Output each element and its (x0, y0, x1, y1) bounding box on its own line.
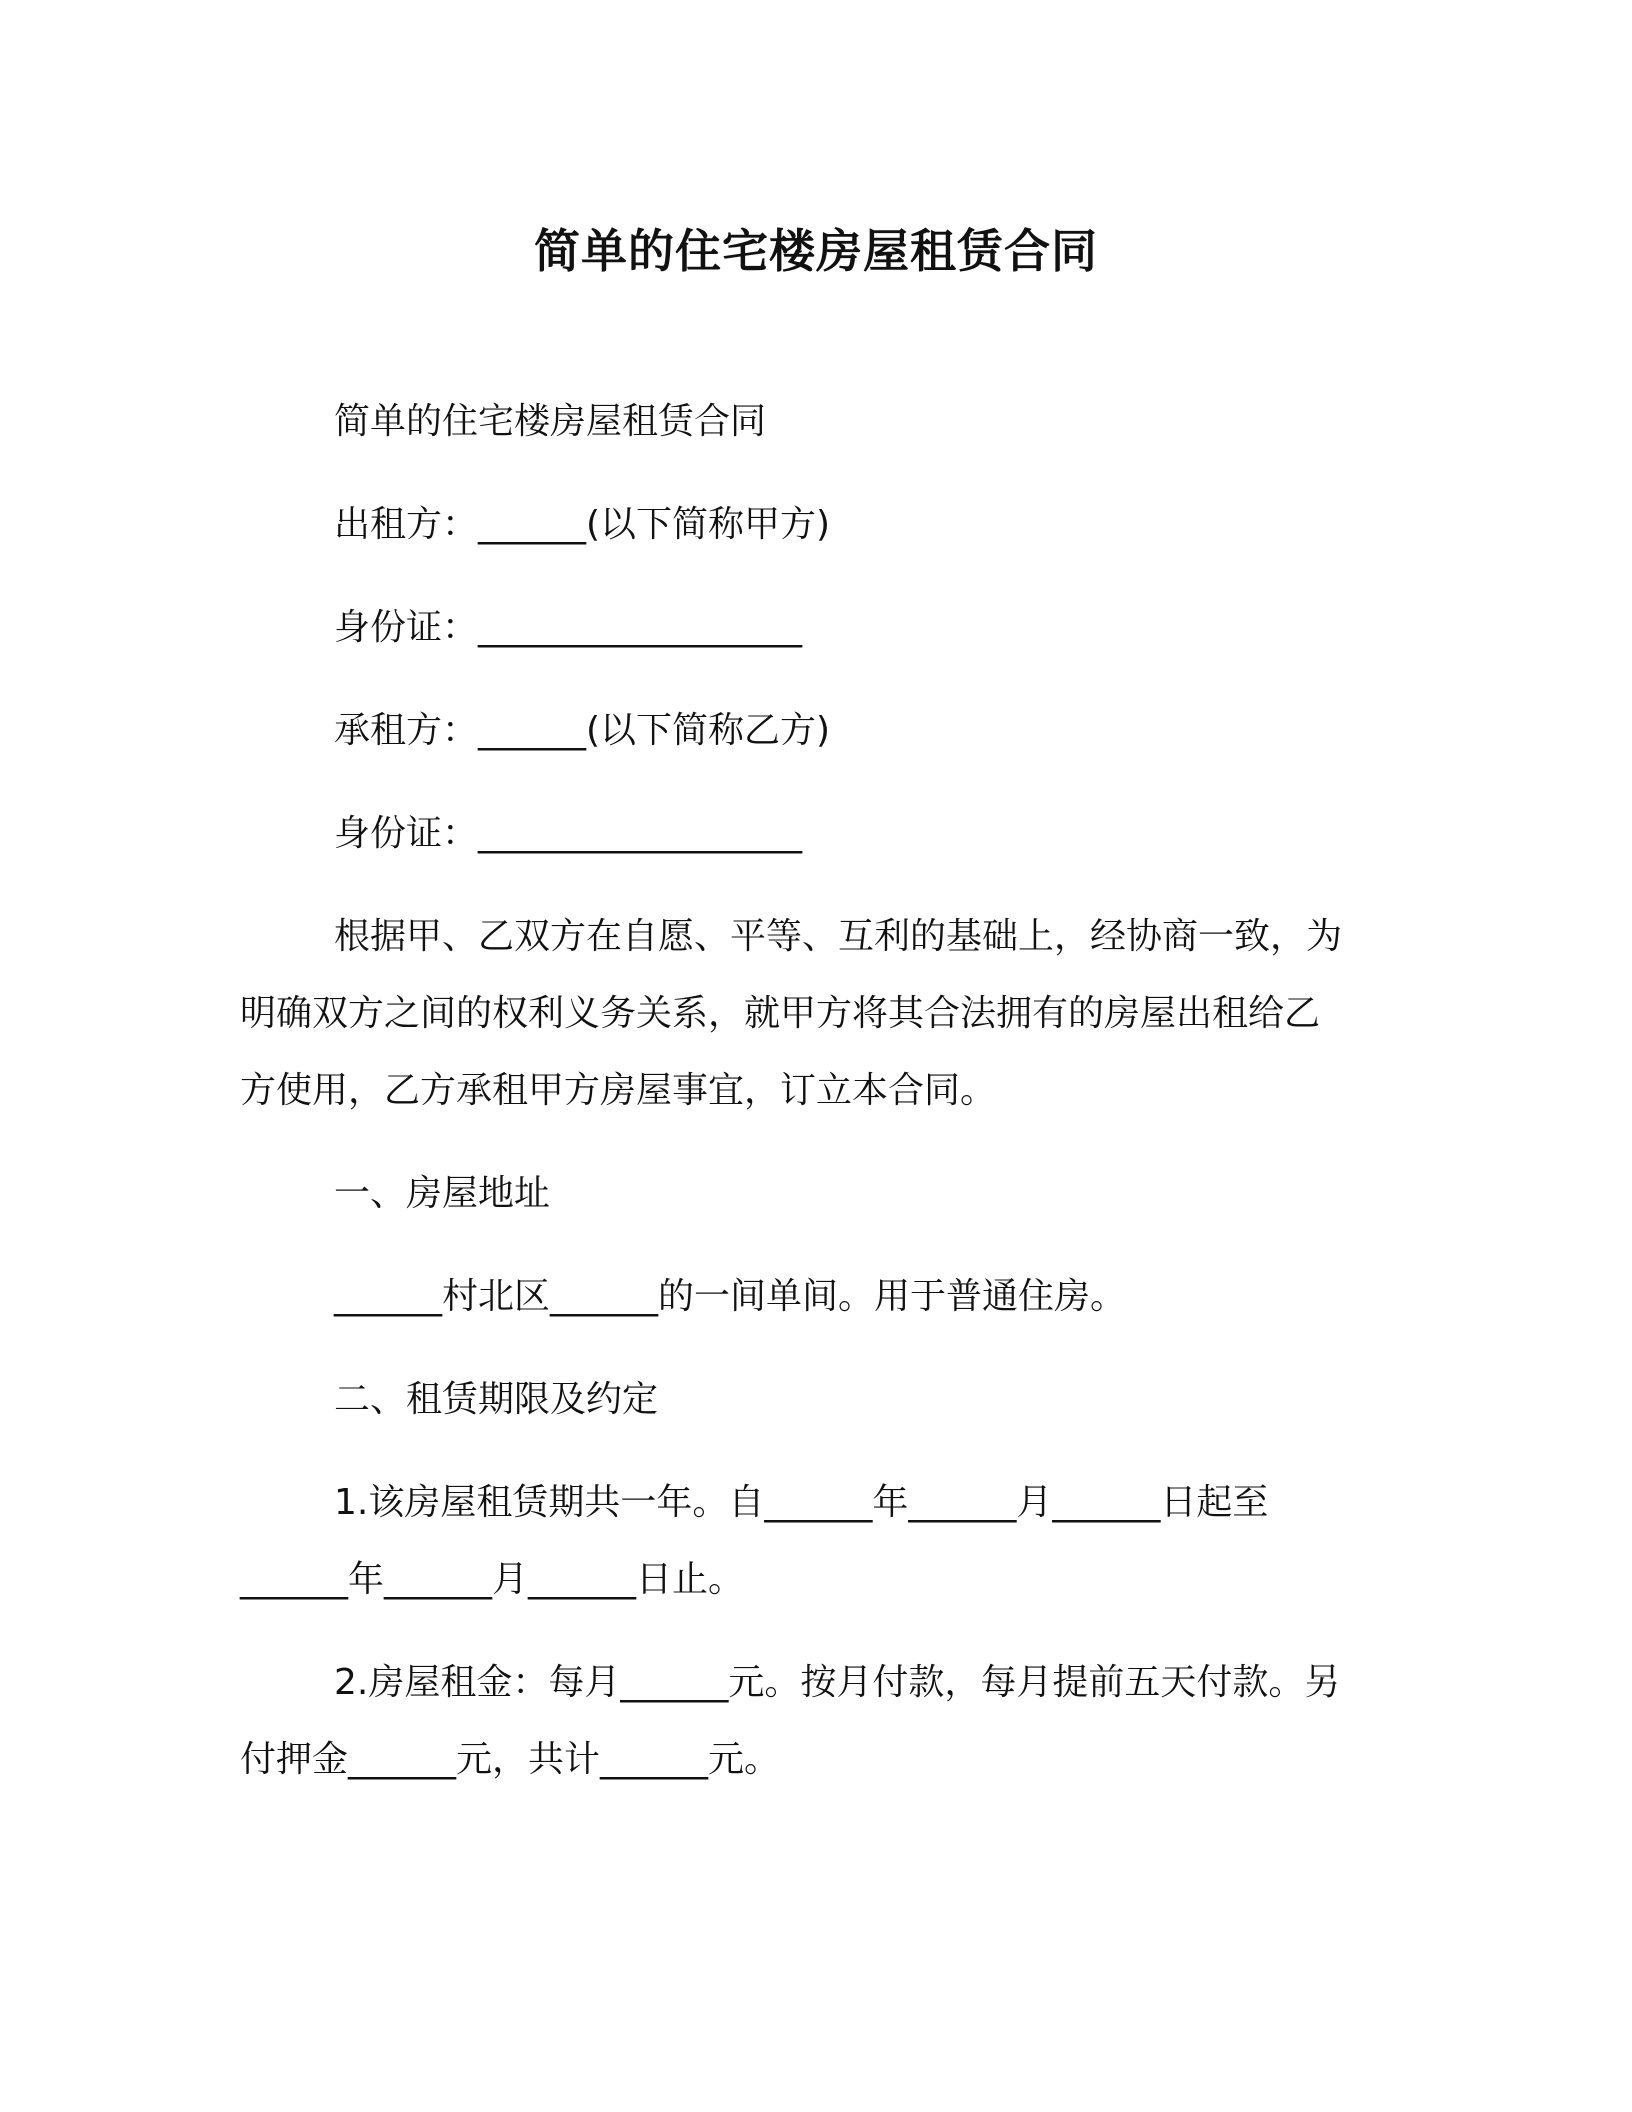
preamble-line-1: 根据甲、乙双方在自愿、平等、互利的基础上，经协商一致，为 (334, 916, 1343, 957)
rent-line-1: 2.房屋租金：每月______元。按月付款，每月提前五天付款。另 (334, 1662, 1341, 1703)
preamble-line-3: 方使用，乙方承租甲方房屋事宜，订立本合同。 (240, 1070, 997, 1111)
document-title: 简单的住宅楼房屋租赁合同 (534, 224, 1098, 278)
section-1-heading: 一、房屋地址 (334, 1173, 551, 1214)
term-line-2: ______年______月______日止。 (240, 1559, 745, 1600)
lessee-id-line: 身份证：__________________ (334, 813, 803, 854)
section-2-heading: 二、租赁期限及约定 (334, 1379, 659, 1420)
term-line-1: 1.该房屋租赁期共一年。自______年______月______日起至 (334, 1482, 1269, 1523)
lessor-id-line: 身份证：__________________ (334, 607, 803, 648)
lessor-line: 出租方：______(以下简称甲方) (334, 504, 831, 545)
address-line: ______村北区______的一间单间。用于普通住房。 (334, 1276, 1127, 1317)
rent-line-2: 付押金______元，共计______元。 (240, 1739, 781, 1780)
preamble-line-2: 明确双方之间的权利义务关系，就甲方将其合法拥有的房屋出租给乙 (240, 993, 1321, 1034)
subtitle-line: 简单的住宅楼房屋租赁合同 (334, 401, 767, 442)
lessee-line: 承租方：______(以下简称乙方) (334, 710, 831, 751)
